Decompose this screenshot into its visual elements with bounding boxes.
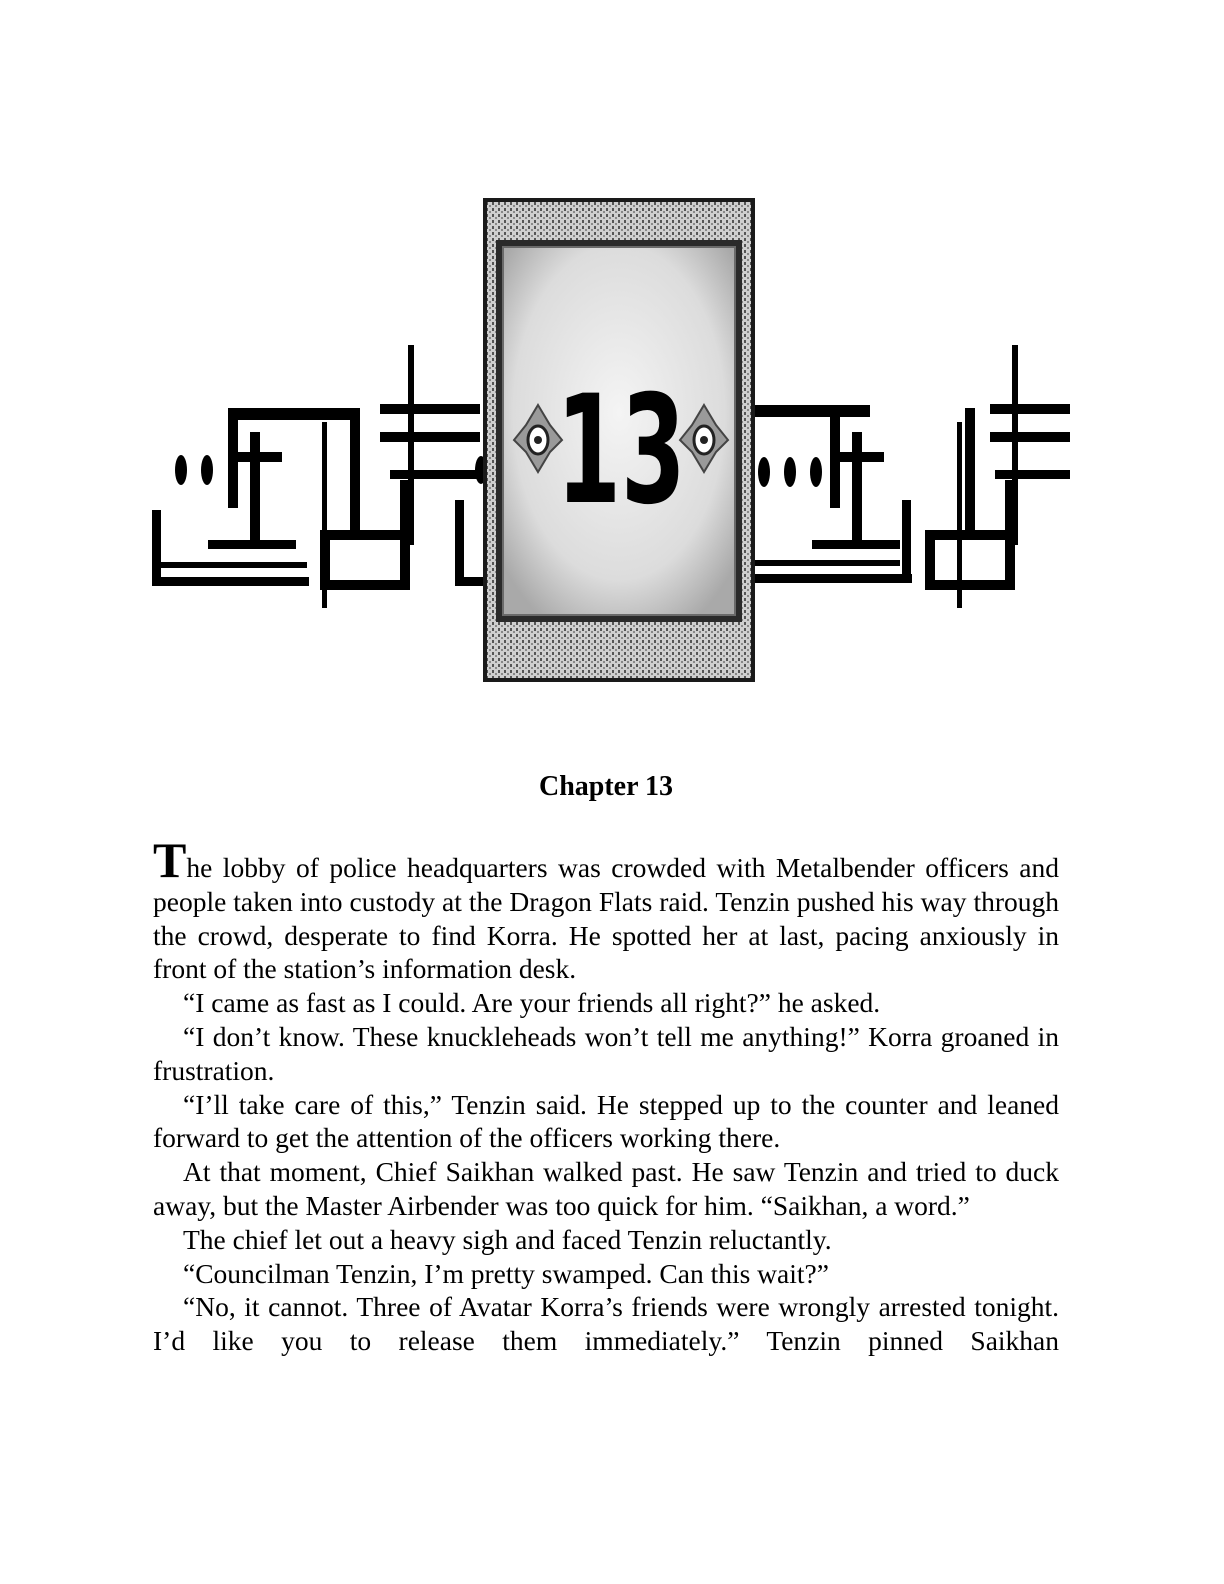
paragraph-1 <box>153 832 1059 986</box>
chapter-emblem <box>150 190 1074 690</box>
paragraph-2: “I came as fast as I could. Are your friends all right?” he asked. <box>183 987 881 1019</box>
chapter-title: Chapter 13 <box>538 771 674 802</box>
paragraph-8: “No, it cannot. Three of Avatar Korra’s friends were wrongly arrested tonight. I’d like you to release them immediately.” Tenzin pinned Saikhan <box>153 1291 1059 1357</box>
paragraph-3: “I don’t know. These knuckleheads won’t tell me anything!” Korra groaned in frustration. <box>153 1020 1059 1086</box>
paragraph-6: The chief let out a heavy sigh and faced Tenzin reluctantly. <box>183 1223 832 1255</box>
right-ornament <box>750 345 1070 608</box>
chapter-body <box>153 832 1059 1358</box>
paragraph-5: At that moment, Chief Saikhan walked past. He saw Tenzin and tried to duck away, but the Master Airbender was too quick for him. “Saikhan, a word.” <box>153 1156 1059 1221</box>
left-ornament <box>152 345 487 608</box>
paragraph-7: “Councilman Tenzin, I’m pretty swamped. Can this wait?” <box>183 1257 829 1289</box>
chapter-number: 13 <box>556 363 686 539</box>
paragraph-1-text: he lobby of police headquarters was crowded with Metalbender officers and people taken into custody at the Dragon Flats raid. Tenzin pushed his way through the crowd, desperate to find Korra. He spotted her at last, pacing anxiously in front of the station’s information desk. <box>153 852 1059 985</box>
paragraph-4: “I’ll take care of this,” Tenzin said. He stepped up to the counter and leaned forward to get the attention of the officers working there. <box>153 1088 1059 1154</box>
drop-cap: T <box>153 832 187 888</box>
